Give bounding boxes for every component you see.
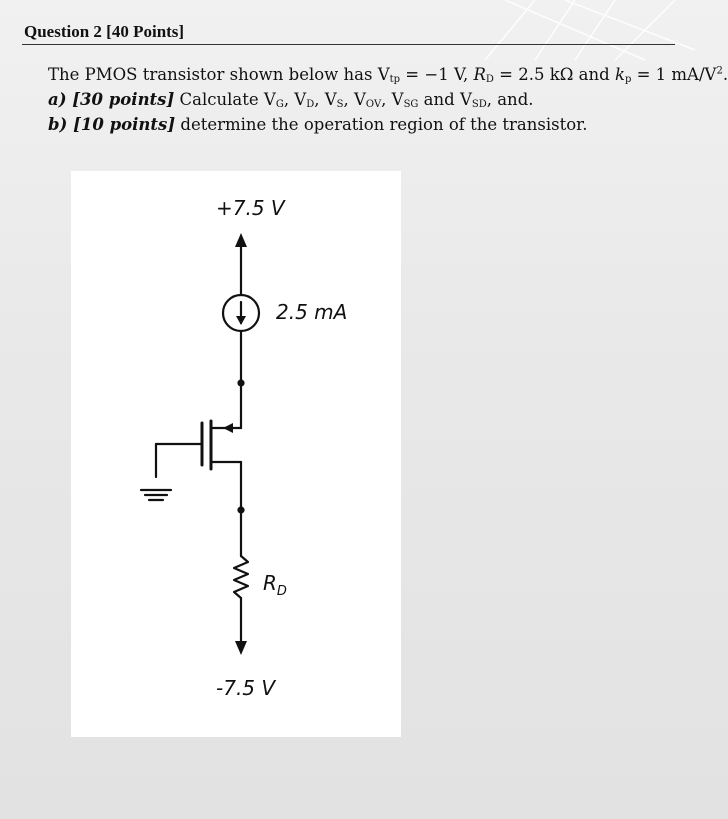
part-b-label: b) [10 points]: [48, 115, 176, 134]
part-b: b) [10 points] determine the operation region of the transistor.: [48, 115, 588, 134]
problem-statement: The PMOS transistor shown below has $V_{tp} = -1$ V, $R_D = 2.5$ kΩ and $k_p = 1$ $mA/V^2$.: [48, 65, 728, 85]
supply-arrow-down-icon: [235, 641, 247, 655]
question-body: [48, 62, 728, 137]
part-a: a) [30 points] Calculate $V_G$, $V_D$, $V_S$, $V_{OV}$, $V_{SG}$ and $V_{SD}$, and.: [48, 90, 534, 110]
current-source-label: 2.5 mA: [276, 300, 348, 324]
current-arrow-icon: [236, 316, 246, 325]
supply-arrow-up-icon: [235, 233, 247, 247]
title-divider: [22, 44, 675, 45]
resistor-label: $R_D$: [263, 571, 287, 599]
drain-node: [237, 506, 244, 513]
question-title: Question 2 [40 Points]: [24, 22, 185, 41]
circuit-schematic: [71, 171, 401, 737]
header-decoration: [445, 0, 705, 60]
part-a-label: a) [30 points]: [48, 90, 175, 109]
supply-top-label: +7.5 V: [216, 196, 285, 220]
source-node: [237, 379, 244, 386]
resistor-icon: [234, 556, 248, 598]
supply-bottom-label: -7.5 V: [216, 676, 276, 700]
source-arrow-icon: [223, 423, 233, 433]
circuit-diagram: [71, 171, 401, 737]
